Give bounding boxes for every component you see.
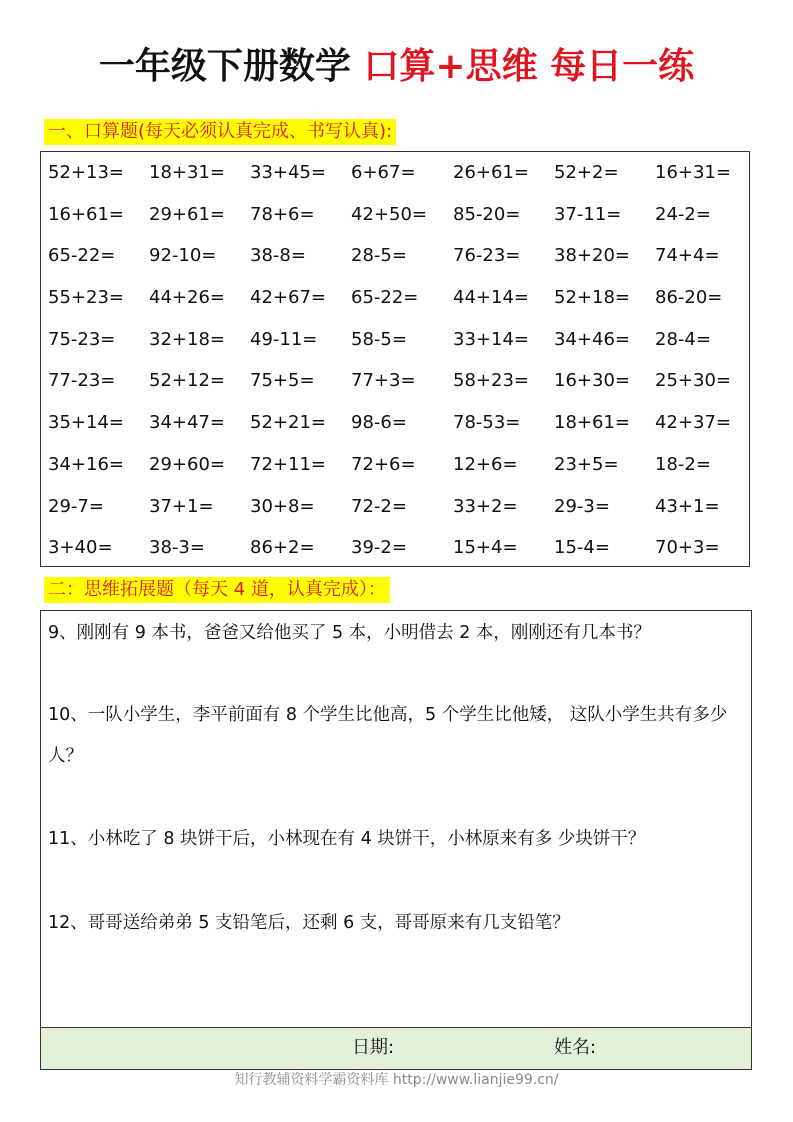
arithmetic-problem: 26+61= — [453, 162, 529, 183]
word-problem-11: 11、小林吃了 8 块饼干后，小林现在有 4 块饼干，小林原来有多 少块饼干？ — [48, 829, 646, 849]
arithmetic-problem: 98-6= — [351, 412, 407, 434]
arithmetic-problem: 29-3= — [554, 495, 610, 517]
arithmetic-problem: 42+37= — [655, 412, 731, 434]
footer-bar — [41, 1027, 751, 1069]
arithmetic-problem: 52+13= — [48, 162, 124, 183]
arithmetic-problem: 16+30= — [554, 370, 630, 392]
arithmetic-problem: 58+23= — [453, 370, 529, 392]
arithmetic-problem: 72+11= — [250, 453, 326, 475]
arithmetic-problem: 78-53= — [453, 412, 521, 434]
arithmetic-problem: 78+6= — [250, 203, 315, 225]
page-title — [0, 40, 793, 94]
arithmetic-problem: 65-22= — [351, 287, 419, 309]
arithmetic-problem: 33+2= — [453, 495, 518, 517]
arithmetic-problem: 38-3= — [149, 537, 205, 559]
arithmetic-problem: 77-23= — [48, 370, 116, 392]
arithmetic-problem: 70+3= — [655, 537, 720, 559]
arithmetic-problem: 44+14= — [453, 287, 529, 309]
arithmetic-problem: 65-22= — [48, 245, 116, 267]
arithmetic-problem: 29-7= — [48, 495, 104, 517]
arithmetic-problem: 52+21= — [250, 412, 326, 434]
arithmetic-problem: 3+40= — [48, 537, 113, 559]
arithmetic-problem: 18+61= — [554, 412, 630, 434]
arithmetic-problem: 34+16= — [48, 453, 124, 475]
name-label: 姓名: — [554, 1037, 597, 1058]
arithmetic-problem: 6+67= — [351, 162, 416, 183]
section-oral-arithmetic-header: 一、口算题(每天必须认真完成、书写认真): — [44, 119, 396, 145]
arithmetic-problem: 52+2= — [554, 162, 619, 183]
title-topic: 口算+思维 每日一练 — [363, 46, 695, 87]
word-problem-10: 10、一队小学生，李平前面有 8 个学生比他高，5 个学生比他矮， 这队小学生共有多少人？ — [48, 705, 728, 766]
arithmetic-problem: 33+45= — [250, 162, 326, 183]
arithmetic-problem: 34+46= — [554, 328, 630, 350]
arithmetic-problem: 12+6= — [453, 453, 518, 475]
arithmetic-problem: 85-20= — [453, 203, 521, 225]
arithmetic-problem: 74+4= — [655, 245, 720, 267]
arithmetic-problem: 34+47= — [149, 412, 225, 434]
arithmetic-problem: 38-8= — [250, 245, 306, 267]
arithmetic-problem: 39-2= — [351, 537, 407, 559]
arithmetic-problem: 15+4= — [453, 537, 518, 559]
watermark: 知行教辅资料学霸资料库 http://www.lianjie99.cn/ — [234, 1072, 559, 1088]
arithmetic-problem: 44+26= — [149, 287, 225, 309]
section-thinking-header: 二：思维拓展题（每天 4 道，认真完成）： — [44, 577, 390, 603]
arithmetic-problem: 75-23= — [48, 328, 116, 350]
date-label: 日期: — [352, 1037, 395, 1058]
arithmetic-problem: 29+60= — [149, 453, 225, 475]
arithmetic-problem: 35+14= — [48, 412, 124, 434]
arithmetic-problem: 16+31= — [655, 162, 731, 183]
title-grade: 一年级下册数学 — [98, 46, 364, 87]
arithmetic-problem: 25+30= — [655, 370, 731, 392]
arithmetic-problem: 18-2= — [655, 453, 711, 475]
arithmetic-problem: 52+18= — [554, 287, 630, 309]
thinking-problems-box — [40, 610, 752, 1070]
arithmetic-problem: 72-2= — [351, 495, 407, 517]
arithmetic-problem: 16+61= — [48, 203, 124, 225]
arithmetic-problem: 92-10= — [149, 245, 217, 267]
word-problem-12: 12、哥哥送给弟弟 5 支铅笔后，还剩 6 支，哥哥原来有几支铅笔？ — [48, 913, 570, 933]
arithmetic-problem: 37-11= — [554, 203, 622, 225]
arithmetic-problem: 38+20= — [554, 245, 630, 267]
arithmetic-problem: 42+67= — [250, 287, 326, 309]
oral-arithmetic-box — [40, 151, 750, 567]
arithmetic-problem: 86-20= — [655, 287, 723, 309]
arithmetic-problem: 75+5= — [250, 370, 315, 392]
arithmetic-problem: 58-5= — [351, 328, 407, 350]
arithmetic-problem: 43+1= — [655, 495, 720, 517]
arithmetic-problem: 76-23= — [453, 245, 521, 267]
word-problem-9: 9、刚刚有 9 本书，爸爸又给他买了 5 本，小明借去 2 本，刚刚还有几本书？ — [48, 623, 651, 643]
arithmetic-problem: 24-2= — [655, 203, 711, 225]
arithmetic-problem: 28-5= — [351, 245, 407, 267]
arithmetic-problem: 52+12= — [149, 370, 225, 392]
arithmetic-problem: 37+1= — [149, 495, 214, 517]
arithmetic-problem: 77+3= — [351, 370, 416, 392]
arithmetic-problem: 29+61= — [149, 203, 225, 225]
arithmetic-problem: 18+31= — [149, 162, 225, 183]
arithmetic-problem: 86+2= — [250, 537, 315, 559]
arithmetic-problem: 32+18= — [149, 328, 225, 350]
arithmetic-problem: 55+23= — [48, 287, 124, 309]
arithmetic-problem: 42+50= — [351, 203, 427, 225]
arithmetic-problem: 23+5= — [554, 453, 619, 475]
arithmetic-problem: 15-4= — [554, 537, 610, 559]
arithmetic-problem: 33+14= — [453, 328, 529, 350]
arithmetic-problem: 30+8= — [250, 495, 315, 517]
arithmetic-problem: 49-11= — [250, 328, 318, 350]
arithmetic-grid — [41, 152, 751, 569]
arithmetic-problem: 28-4= — [655, 328, 711, 350]
arithmetic-problem: 72+6= — [351, 453, 416, 475]
